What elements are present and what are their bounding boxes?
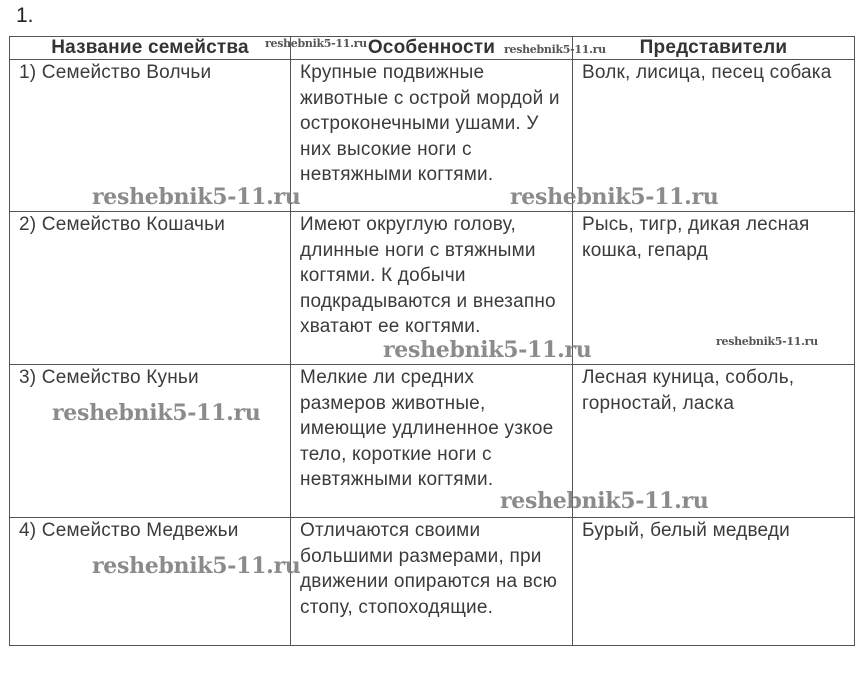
watermark: reshebnik5-11.ru — [383, 337, 592, 363]
watermark: reshebnik5-11.ru — [716, 335, 818, 348]
watermark: reshebnik5-11.ru — [510, 184, 719, 210]
features-cell: Мелкие ли средних размеров животные, имеющие удлиненное узкое тело, короткие ноги с невтяжными когтями. — [291, 365, 573, 518]
header-row — [10, 37, 855, 60]
representatives-cell: Волк, лисица, песец собака — [573, 60, 855, 212]
features-cell: Отличаются своими большими размерами, при движении опираются на всю стопу, стопоходящие. — [291, 518, 573, 646]
header-representatives: Представители — [573, 37, 855, 60]
features-cell: Имеют округлую голову, длинные ноги с втяжными когтями. К добычи подкрадываются и внезапно хватают ее когтями. — [291, 212, 573, 365]
watermark: reshebnik5-11.ru — [265, 37, 367, 50]
watermark: reshebnik5-11.ru — [92, 184, 301, 210]
table-row — [10, 365, 855, 518]
table-row — [10, 518, 855, 646]
family-name-cell: 2) Семейство Кошачьи — [10, 212, 291, 365]
representatives-cell: Рысь, тигр, дикая лесная кошка, гепард — [573, 212, 855, 365]
task-number: 1. — [16, 4, 34, 27]
header-features: Особенности — [291, 37, 573, 60]
watermark: reshebnik5-11.ru — [52, 400, 261, 426]
representatives-cell: Лесная куница, соболь, горностай, ласка — [573, 365, 855, 518]
watermark: reshebnik5-11.ru — [504, 43, 606, 56]
watermark: reshebnik5-11.ru — [500, 488, 709, 514]
watermark: reshebnik5-11.ru — [92, 553, 301, 579]
family-name-cell: 3) Семейство Куньи — [10, 365, 291, 518]
features-cell: Крупные подвижные животные с острой мордой и остроконечными ушами. У них высокие ноги с невтяжными когтями. — [291, 60, 573, 212]
header-family-name: Название семейства — [10, 37, 291, 60]
representatives-cell: Бурый, белый медведи — [573, 518, 855, 646]
family-name-cell: 1) Семейство Волчьи — [10, 60, 291, 212]
family-name-cell: 4) Семейство Медвежьи — [10, 518, 291, 646]
